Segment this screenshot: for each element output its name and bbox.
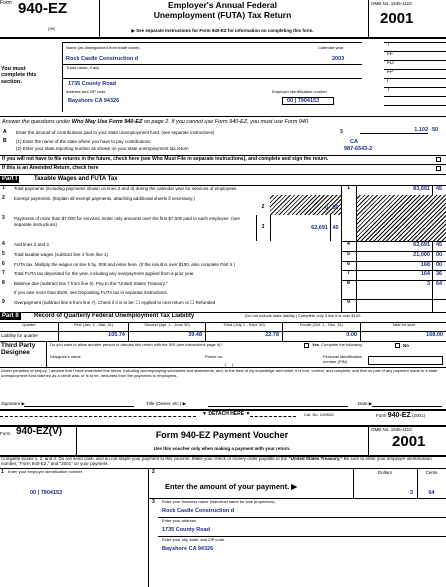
line-description: Balance due (subtract line 7 from line 6). Pay to the "United States Treasury." xyxy=(14,281,168,286)
city-value[interactable]: Bayshore CA 94326 xyxy=(68,98,120,104)
line-number: 3 xyxy=(2,215,5,221)
question-a-value[interactable]: 1,102 xyxy=(360,127,428,134)
designee-phone-label: Phone no. xyxy=(205,354,224,359)
designee-yes-label: Yes. Complete the following. xyxy=(312,342,363,347)
question-b1: (1) Enter the name of the state where you have to pay contributions xyxy=(16,139,151,144)
quarter-liability-value[interactable]: 22.78 xyxy=(205,332,279,341)
line-number: 2 xyxy=(2,195,5,201)
trade-name-label: Trade name, if any xyxy=(66,65,100,70)
form-title-line2: Unemployment (FUTA) Tax Return xyxy=(153,10,292,20)
part-2-title: Record of Quarterly Federal Unemployment Tax Liability xyxy=(34,313,195,319)
quarter-column-header: Third (July 1 - Sept. 30) xyxy=(205,323,282,331)
part-1-label: Part I xyxy=(2,176,18,182)
line-amount[interactable]: 62,691 xyxy=(413,242,430,248)
voucher-omb: OMB No. 1545-1110 xyxy=(371,427,412,432)
voucher-ein-value[interactable]: 00 | 7904153 xyxy=(30,490,63,496)
line-box-number: 4 xyxy=(347,241,350,247)
line-number: 7 xyxy=(2,270,5,276)
form-label: Form xyxy=(0,0,12,6)
line-number: 9 xyxy=(2,299,5,305)
payment-dollars[interactable]: 3 xyxy=(409,490,413,496)
line-description: Overpayment (subtract line 6 from line 7). Check if it is to be: ☐ Applied to next return or ☐ Refunded xyxy=(14,300,216,305)
designee-yes-checkbox[interactable] xyxy=(304,343,309,348)
line-amount[interactable]: 168 xyxy=(420,262,430,268)
voucher-title: Form 940-EZ Payment Voucher xyxy=(155,430,289,440)
line-description: Add lines 2 and 3 xyxy=(14,242,49,247)
irs-use-boxes: T FF FD FP I T xyxy=(384,42,446,106)
voucher-year: 2001 xyxy=(392,433,426,450)
line-description: FUTA tax. Multiply the wages on line 5 by .008 and enter here. (If the result is over $100, also complete Part II.) xyxy=(14,262,236,267)
line-number: 6 xyxy=(2,261,5,267)
question-b2: (2) Enter your state reporting number as shown on your state unemployment tax return xyxy=(16,146,189,151)
cents-label: Cents xyxy=(425,470,438,475)
question-a: Enter the amount of contributions paid to your state unemployment fund. (see separate instructions) xyxy=(16,130,215,135)
line-number: 5 xyxy=(2,251,5,257)
voucher-name-value[interactable]: Rock Castle Construction d xyxy=(162,508,235,514)
calendar-year-value[interactable]: 2003 xyxy=(332,56,345,62)
date-label: Date ▶ xyxy=(358,401,373,406)
who-may-use: Answer the questions under Who May Use Form 940-EZ on page 2. If you cannot use Form 940-EZ, you must use Form 940. xyxy=(2,119,310,125)
line-number: 4 xyxy=(2,241,5,247)
amended-return-checkbox[interactable] xyxy=(436,166,441,171)
address-label: Address and ZIP code xyxy=(66,89,106,94)
line-box-number: 5 xyxy=(347,251,350,257)
line-cents: 45 xyxy=(435,242,443,248)
form-940ez-page: Form 940-EZ (99) Employer's Annual Federal Unemployment (FUTA) Tax Return ▶ See separate Instructions for Form 940-EZ for information on completing this form. OMB No. 1545-1110 2001 You must complete this section. Name (as distinguished from trade name) Calendar year Rock Castle Construction d 2003 Trade name, if any 1735 County Road Address and ZIP code Employer identification number Bayshore CA 94326 00 | 7904153 T FF FD FP I T Answer the questions under Who May Use Form 940-EZ on page 2. If you cannot use Form 940-EZ, you must use Form 940. A Enter the amount of contributions paid to your state unemployment fund. (see separate instructions) $ 1,102 50 B (1) Enter the name of the state where you have to pay contributions CA (2) Enter your state reporting number as shown on your state unemployment tax return 987-6543-2 If you will not have to file returns in the future, check here (see Who Must File in separate instructions), and complete and sign the return. If this is an Amended Return, check here Part I Taxable Wages and FUTA Tax 1 Total payments (including payments shown on lines 2 and 3) during the calendar year for services of employees 1 83,691 45 2 Exempt payments. (Explain all exempt payments, attaching additional sheets if necessary.) 2 0 00 3 Payments of more than $7,000 for services. Enter only amounts over the first $7,000 paid to each employee. (see separate instructions) 3 62,691 45 4 Add lines 2 and 3 4 62,691 45 5 Total taxable wages (subtract line 4 from line 1) 5 21,000 00 6 FUTA tax. Multiply the wages on line 5 by .008 and enter here. (If the result is over $100, also complete Part II.) 6 168 00 7 Total FUTA tax deposited for the year, including any overpayment applied from a prior year 7 164 36 8 Balance due (subtract line 7 from line 6). Pay to the "United States Treasury." 8 3 64 If you owe more than $100, see Depositing FUTA tax in separate instructions. 9 Overpayment (subtract line 6 from line 7). Check if it is to be: ☐ Applied to next return or ☐ Refunded 9 Part II Record of Quarterly Federal Unemployment Tax Liability (Do not include state liability.) Complete only if line 6 is over $100. Quarter First (Jan. 1 - Mar. 31) Second (Apr. 1 - June 30) Third (July 1 - Sept. 30) Fourth (Oct. 1 - Dec. 31) Total for year Liability for quarter 105.74 39.48 22.78 0.00 168.00 Third Party Designee Do you want to allow another person to discuss this return with the IRS (see instructions page 4)? Yes. Complete the following. No Designee's name Phone no. ( ) Personal identification number (PIN) Under penalties of perjury, I declare that I have examined this return, including accompanying schedules and statements, and, to the best of my knowledge and belief, it is true, correct, and complete, and that no part of any payment made to a state unemployment fund claimed as a credit was, or is to be, deducted from the payments to employees. Signature ▶ Title (Owner, etc.) ▶ Date ▶ ▼ DETACH HERE ▼ Cat. No. 10983G Form 940-EZ (2001) Form 940-EZ(V) Form 940-EZ Payment Voucher Use this voucher only when making a payment with your return. OMB No. 1545-1110 2001 Complete boxes 1, 2, and 3. Do not send cash, and do not staple your payment to this voucher. Make your check or money order payable to the "United States Treasury." Be sure to enter your employer identification number, "Form 940-EZ," and "2001" on your payment. 1 Enter your employer identification number. 00 | 7904153 2 Enter the amount of your payment. ▶ Dollars Cents 3 64 3 Enter your business name (individual name for sole proprietors). Rock Castle Construction d Enter your address. 1735 County Road Enter your city, state, and ZIP code. Bayshore CA 94326 xyxy=(0,0,446,587)
line-amount[interactable]: 0 xyxy=(324,205,328,211)
signature-label: Signature ▶ xyxy=(1,401,25,406)
line-cents: 45 xyxy=(435,186,443,192)
third-party-designee: Third Party Designee xyxy=(1,342,36,356)
ein-box[interactable]: 00 | 7904153 xyxy=(282,97,334,105)
question-b2-value[interactable]: 987-6543-2 xyxy=(344,146,373,152)
voucher-form-number: 940-EZ(V) xyxy=(16,426,63,437)
line-cents: 00 xyxy=(332,205,339,211)
quarter-column-header: First (Jan. 1 - Mar. 31) xyxy=(58,323,128,331)
cat-no: Cat. No. 10983G xyxy=(304,412,335,417)
line-box-number: 1 xyxy=(347,185,350,191)
part-2-note: (Do not include state liability.) Complete only if line 6 is over $100. xyxy=(245,313,362,318)
you-must-complete: You must complete this section. xyxy=(1,66,37,85)
title-label: Title (Owner, etc.) ▶ xyxy=(146,401,187,406)
part-2-label: Part II xyxy=(2,313,19,319)
line-description: Total FUTA tax deposited for the year, including any overpayment applied from a prior year xyxy=(14,271,194,276)
name-label: Name (as distinguished from trade name) xyxy=(66,45,140,50)
detach-here: ▼ DETACH HERE ▼ xyxy=(202,411,251,417)
line-number: 1 xyxy=(2,185,5,191)
payment-cents[interactable]: 64 xyxy=(428,490,435,496)
voucher-subtitle: Use this voucher only when making a payment with your return. xyxy=(153,446,291,451)
voucher-name-label: Enter your business name (individual name for sole proprietors). xyxy=(162,499,276,504)
footer-form-ref: Form 940-EZ (2001) xyxy=(376,412,426,419)
line-cents: 00 xyxy=(435,262,443,268)
line-cents: 45 xyxy=(332,225,339,231)
line-box-number: 8 xyxy=(347,280,350,286)
voucher-address-value[interactable]: 1735 County Road xyxy=(162,527,210,533)
line-cents: 64 xyxy=(435,281,443,287)
line-description: Total payments (including payments shown on lines 2 and 3) during the calendar year for services of employees xyxy=(14,186,237,191)
instructions-note: ▶ See separate Instructions for Form 940-EZ for information on completing this form. xyxy=(131,28,314,33)
designee-name-label: Designee's name xyxy=(50,354,81,359)
line-description: If you owe more than $100, see Depositing FUTA tax in separate instructions. xyxy=(14,290,168,295)
future-returns-checkbox[interactable] xyxy=(436,157,441,162)
voucher-form-label: Form xyxy=(0,431,11,436)
dollars-label: Dollars xyxy=(377,470,392,475)
designee-pin-label: Personal identification number (PIN) xyxy=(323,354,363,364)
line-amount[interactable]: 164 xyxy=(420,271,430,277)
quarter-liability-value[interactable]: 105.74 xyxy=(58,332,125,341)
designee-pin-box[interactable] xyxy=(368,356,443,365)
liability-row-label: Liability for quarter xyxy=(1,333,39,338)
designee-question: Do you want to allow another person to discuss this return with the IRS (see instructions page 4)? xyxy=(50,342,223,347)
omb-number: OMB No. 1545-1110 xyxy=(371,1,412,6)
voucher-address-label: Enter your address. xyxy=(162,518,197,523)
line-amount[interactable]: 3 xyxy=(426,281,430,287)
voucher-city-value[interactable]: Bayshore CA 94326 xyxy=(162,546,214,552)
line-box-number: 9 xyxy=(347,299,350,305)
ein-label: Employer identification number xyxy=(272,89,327,94)
address-value[interactable]: 1735 County Road xyxy=(68,81,116,87)
form-title-line1: Employer's Annual Federal xyxy=(168,0,277,10)
tax-year: 2001 xyxy=(380,10,414,27)
quarter-column-header: Second (Apr. 1 - June 30) xyxy=(128,323,205,331)
line-box-number: 2 xyxy=(261,204,265,210)
designee-no-label: No xyxy=(403,343,409,348)
question-b1-value[interactable]: CA xyxy=(350,139,358,145)
quarter-liability-value[interactable]: 39.48 xyxy=(128,332,202,341)
line-cents: 36 xyxy=(435,271,443,277)
line-box-number: 3 xyxy=(261,224,265,230)
calendar-year-label: Calendar year xyxy=(318,45,344,50)
line-amount[interactable]: 83,691 xyxy=(413,186,430,192)
line-description: Exempt payments. (Explain all exempt payments, attaching additional sheets if necessary.) xyxy=(14,196,195,201)
quarter-column-header: Total for year xyxy=(360,323,446,331)
line-description: Payments of more than $7,000 for services. Enter only amounts over the first $7,000 paid to each employee. (see separate instructions) xyxy=(14,216,240,227)
quarter-column-header: Fourth (Oct. 1 - Dec. 31) xyxy=(282,323,360,331)
designee-no-checkbox[interactable] xyxy=(395,343,400,348)
line-description: Total taxable wages (subtract line 4 from line 1) xyxy=(14,252,109,257)
line-box-number: 7 xyxy=(347,270,350,276)
line-number: 8 xyxy=(2,280,5,286)
quarter-column-header: Quarter xyxy=(22,322,36,327)
perjury-statement: Under penalties of perjury, I declare that I have examined this return, including accompanying schedules and statements, and, to the best of my knowledge and belief, it is true, correct, and complete, and that no part of any payment made to a state unemployment fund claimed as a credit was, or is to be, deducted from the payments to employees. xyxy=(1,368,438,378)
line-box-number: 6 xyxy=(347,261,350,267)
voucher-ein-label: Enter your employer identification number. xyxy=(8,469,83,474)
form-number: 940-EZ xyxy=(18,0,68,17)
voucher-instructions: Complete boxes 1, 2, and 3. Do not send cash, and do not staple your payment to this voucher. Make your check or money order payable to the "United States Treasury." Be sure to enter your employer identification number, "Form 940-EZ," and "2001" on your payment. xyxy=(1,456,432,466)
form-id: (99) xyxy=(48,26,56,31)
voucher-city-label: Enter your city, state, and ZIP code. xyxy=(162,537,226,542)
line-cents: 00 xyxy=(435,252,443,258)
part-1-title: Taxable Wages and FUTA Tax xyxy=(34,176,118,182)
line-amount[interactable]: 21,000 xyxy=(413,252,430,258)
quarter-liability-value[interactable]: 0.00 xyxy=(282,332,357,341)
line-amount[interactable]: 62,691 xyxy=(311,225,328,231)
future-returns-text: If you will not have to file returns in the future, check here (see Who Must File in separate instructions), and complete and sign the return. xyxy=(2,156,329,162)
amended-return-text: If this is an Amended Return, check here xyxy=(2,165,99,171)
voucher-payment-prompt: Enter the amount of your payment. ▶ xyxy=(165,482,298,491)
name-value[interactable]: Rock Castle Construction d xyxy=(66,56,139,62)
quarter-liability-value[interactable]: 168.00 xyxy=(360,332,443,341)
